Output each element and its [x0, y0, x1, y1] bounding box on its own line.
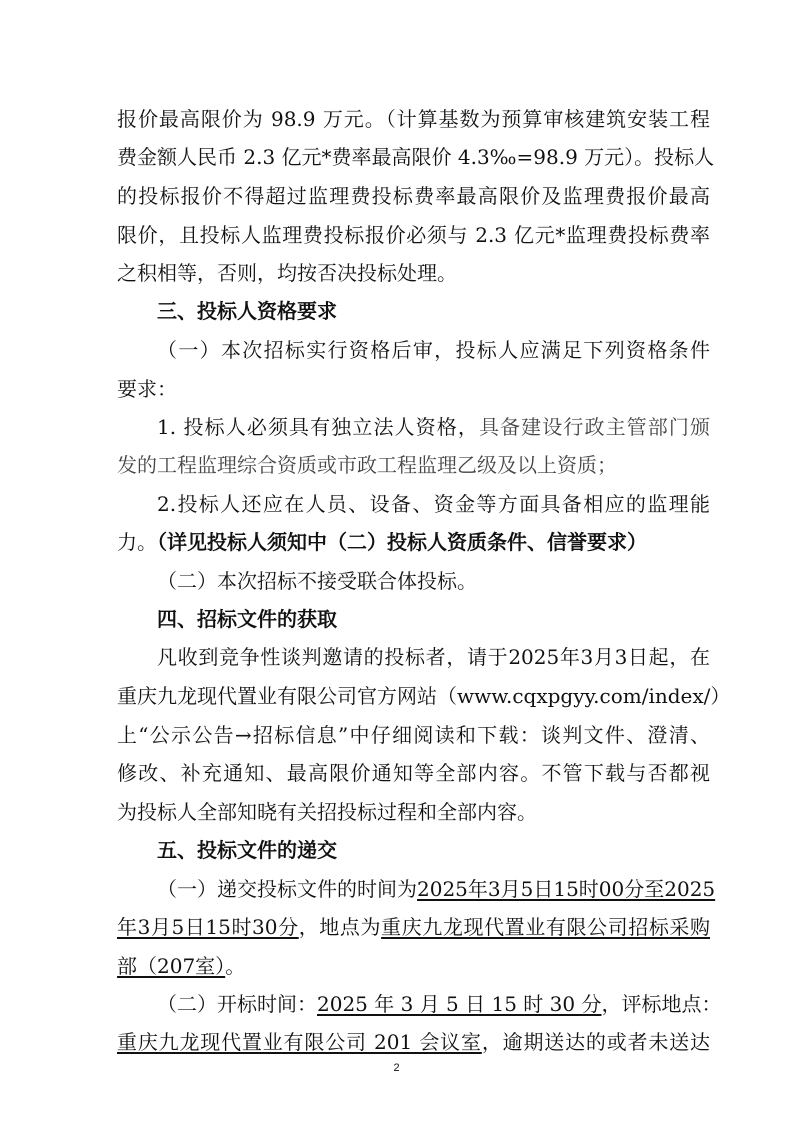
paragraph-line [117, 914, 710, 940]
paragraph-line: （二）本次招标不接受联合体投标。 [157, 569, 477, 593]
paragraph-line: 修改、补充通知、最高限价通知等全部内容。不管下载与否都视 [117, 761, 710, 785]
paragraph-line: （一）本次招标实行资格后审，投标人应满足下列资格条件 [157, 338, 710, 362]
section-heading-4: 四、招标文件的获取 [157, 607, 337, 631]
paragraph-line: 费金额人民币 2.3 亿元*费率最高限价 4.3‰=98.9 万元）。投标人 [117, 145, 715, 169]
paragraph-line: 限价，且投标人监理费投标报价必须与 2.3 亿元*监理费投标费率 [117, 223, 710, 247]
underlined-date: 2025 年 3 月 5 日 15 时 30 分 [317, 992, 602, 1016]
paragraph-line: 报价最高限价为 98.9 万元。（计算基数为预算审核建筑安装工程 [117, 107, 710, 131]
paragraph-line: 要求： [117, 377, 177, 401]
text-run: ，地点为 [298, 915, 382, 939]
text-run: 具备建设行政主管部门颁 [478, 415, 710, 439]
paragraph-line [157, 991, 722, 1017]
underlined-location: 重庆九龙现代置业有限公司招标采购 [381, 915, 711, 939]
text-run: 。 [225, 954, 246, 978]
paragraph-line [157, 414, 710, 440]
section-heading-3: 三、投标人资格要求 [157, 299, 337, 323]
text-run: ，评标地点： [601, 992, 722, 1016]
paragraph-line: 为投标人全部知晓有关招投标过程和全部内容。 [117, 800, 537, 824]
underlined-location: 重庆九龙现代置业有限公司 201 会议室 [117, 1030, 482, 1054]
paragraph-line: 凡收到竞争性谈判邀请的投标者，请于2025年3月3日起，在 [157, 645, 710, 669]
section-heading-5: 五、投标文件的递交 [157, 838, 337, 862]
underlined-location: 部（207室） [117, 954, 226, 978]
paragraph-line: 的投标报价不得超过监理费投标费率最高限价及监理费报价最高 [117, 184, 710, 208]
text-run: （一）递交投标文件的时间为 [157, 877, 417, 901]
text-run: ，逾期送达的或者未送达 [481, 1030, 711, 1054]
page-number: 2 [393, 1062, 400, 1074]
text-run: （二）开标时间： [157, 992, 317, 1016]
text-run: 力。 [117, 530, 157, 554]
paragraph-line: 发的工程监理综合资质或市政工程监理乙级及以上资质； [117, 453, 617, 477]
paragraph-line: 之积相等，否则，均按否决投标处理。 [117, 261, 457, 285]
paragraph-line [117, 529, 710, 555]
paragraph-line: 上“公示公告→招标信息”中仔细阅读和下载：谈判文件、澄清、 [117, 723, 710, 747]
bold-note: （详见投标人须知中（二）投标人资质条件、信誉要求） [157, 530, 647, 554]
paragraph-line: 重庆九龙现代置业有限公司官方网站（www.cqxpgyy.com/index/） [117, 684, 731, 708]
underlined-date: 2025年3月5日15时00分至2025 [417, 877, 716, 901]
paragraph-line [117, 1029, 710, 1055]
underlined-date: 年3月5日15时30分 [117, 915, 299, 939]
paragraph-line: 2.投标人还应在人员、设备、资金等方面具备相应的监理能 [157, 492, 710, 516]
paragraph-line [117, 953, 710, 979]
text-run: 1. 投标人必须具有独立法人资格， [157, 415, 479, 439]
paragraph-line [157, 876, 716, 902]
